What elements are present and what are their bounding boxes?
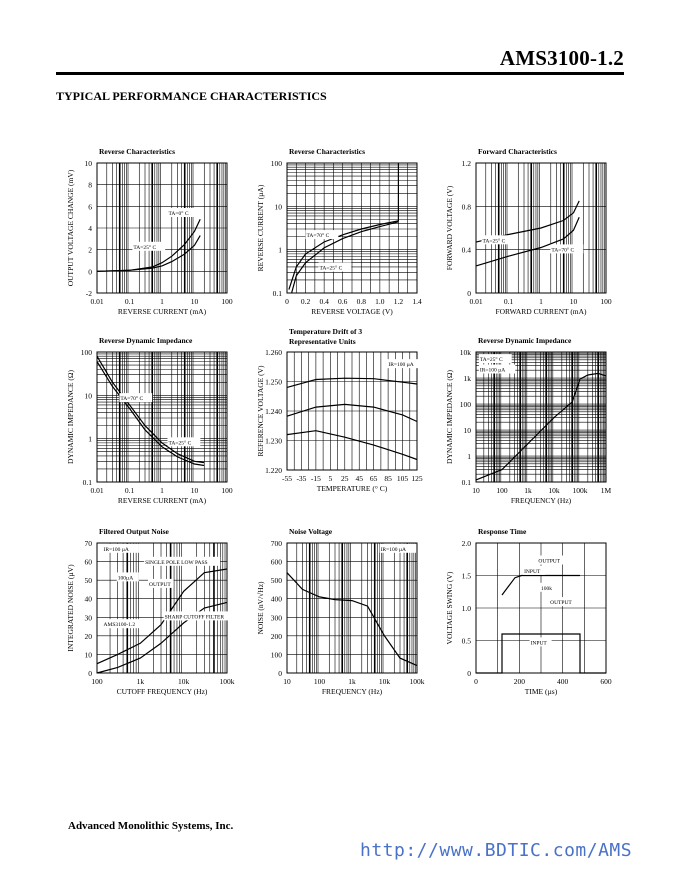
annotation-label: AMS3100-1.2 — [103, 622, 136, 629]
y-tick-label: 100 — [459, 400, 471, 409]
y-tick-label: 70 — [84, 539, 92, 548]
y-tick-label: 0 — [278, 669, 282, 678]
annotation-label: TA=70° C — [306, 233, 330, 240]
x-axis-label: CUTOFF FREQUENCY (Hz) — [116, 687, 208, 696]
y-tick-label: 700 — [270, 539, 282, 548]
y-tick-label: 0 — [88, 267, 92, 277]
x-tick-label: 0.01 — [469, 297, 483, 306]
y-tick-label: 0.1 — [461, 478, 471, 487]
y-tick-label: 1.240 — [265, 407, 282, 416]
y-tick-label: 100 — [80, 348, 92, 357]
x-axis-label: REVERSE CURRENT (mA) — [117, 496, 207, 505]
x-tick-label: 1.2 — [393, 297, 404, 306]
y-tick-label: 0.1 — [82, 478, 92, 487]
chart-title: Response Time — [478, 527, 527, 536]
section-title: TYPICAL PERFORMANCE CHARACTERISTICS — [56, 89, 327, 103]
y-tick-label: 2 — [88, 245, 92, 255]
x-axis-label: TEMPERATURE (° C) — [316, 484, 388, 493]
y-tick-label: 0.8 — [461, 202, 471, 212]
x-tick-label: 45 — [355, 474, 363, 483]
chart-title: Representative Units — [289, 337, 356, 346]
x-tick-label: 100 — [91, 677, 103, 686]
x-tick-label: 10k — [548, 486, 560, 495]
x-tick-label: 10 — [190, 486, 199, 495]
y-tick-label: 50 — [84, 576, 92, 586]
y-tick-label: 500 — [270, 576, 282, 586]
y-tick-label: 10 — [274, 202, 282, 212]
footer-url[interactable]: http://www.BDTIC.com/AMS — [360, 840, 633, 861]
y-axis-label: FORWARD VOLTAGE (V) — [445, 185, 454, 271]
y-axis-label: VOLTAGE SWING (V) — [445, 571, 454, 645]
y-tick-label: -2 — [85, 289, 92, 298]
x-tick-label: 125 — [411, 474, 423, 483]
y-tick-label: 1.230 — [265, 436, 282, 446]
chart-7 — [66, 527, 236, 696]
y-tick-label: 2.0 — [461, 539, 471, 548]
x-tick-label: 0.4 — [319, 297, 329, 306]
x-tick-label: 100 — [313, 677, 326, 686]
x-axis-label: REVERSE CURRENT (mA) — [117, 307, 207, 316]
y-tick-label: 0.1 — [272, 289, 282, 298]
x-tick-label: 85 — [384, 474, 392, 483]
annotation-label: TA=25° C — [168, 440, 192, 447]
x-tick-label: 25 — [341, 474, 349, 483]
y-tick-label: 1.2 — [461, 159, 471, 168]
y-tick-label: 0 — [88, 669, 92, 678]
y-tick-label: 10 — [463, 426, 471, 435]
y-tick-label: 0.4 — [461, 245, 471, 255]
x-tick-label: 100 — [221, 297, 233, 306]
annotation-label: TA=25° C — [133, 244, 157, 251]
x-tick-label: 0.1 — [124, 486, 135, 495]
y-axis-label: REVERSE CURRENT (µA) — [256, 184, 265, 272]
x-tick-label: 1.4 — [412, 297, 422, 306]
x-tick-label: 0 — [285, 297, 289, 306]
chart-5 — [256, 327, 424, 493]
footer-company: Advanced Monolithic Systems, Inc. — [68, 820, 234, 832]
x-tick-label: -15 — [310, 474, 321, 483]
y-tick-label: 0 — [467, 669, 471, 678]
x-tick-label: 0 — [474, 677, 478, 686]
annotation-label: INPUT — [530, 640, 547, 647]
x-tick-label: 10 — [190, 297, 199, 306]
part-number-header: AMS3100-1.2 — [499, 46, 624, 70]
x-tick-label: 1.0 — [375, 297, 385, 306]
y-tick-label: 1k — [463, 374, 471, 383]
annotation-label: INPUT — [524, 568, 541, 575]
x-tick-label: 1 — [160, 486, 164, 495]
x-axis-label: TIME (µs) — [524, 687, 558, 696]
x-tick-label: 0.2 — [300, 297, 311, 306]
x-tick-label: 100k — [409, 677, 425, 686]
series-line — [97, 362, 204, 466]
annotation-label: 100k — [541, 585, 552, 592]
chart-6 — [445, 336, 612, 505]
annotation-label: OUTPUT — [538, 558, 561, 565]
annotation-label: TA=0° C — [168, 211, 189, 217]
x-tick-label: 1 — [160, 297, 164, 306]
chart-title: Reverse Characteristics — [289, 147, 366, 156]
x-tick-label: 100k — [572, 486, 588, 495]
y-tick-label: 400 — [270, 594, 282, 604]
y-tick-label: 200 — [270, 631, 282, 641]
annotation-label: TA=70° C — [120, 396, 144, 403]
y-tick-label: 1 — [278, 245, 282, 255]
y-tick-label: 100 — [270, 650, 282, 660]
x-tick-label: 1M — [600, 486, 612, 495]
chart-title: Reverse Characteristics — [99, 147, 176, 156]
x-tick-label: 0.8 — [356, 297, 366, 306]
annotation-label: IR=100 µA — [388, 362, 414, 369]
y-axis-label: OUTPUT VOLTAGE CHANGE (mV) — [66, 169, 75, 287]
y-tick-label: 1.0 — [461, 604, 471, 613]
annotation-label: TA=25° C — [482, 238, 506, 245]
x-tick-label: 10k — [178, 677, 190, 686]
y-tick-label: 1.220 — [265, 466, 282, 475]
y-axis-label: INTEGRATED NOISE (µV) — [66, 564, 75, 652]
y-tick-label: 20 — [84, 631, 92, 641]
x-tick-label: 1k — [348, 677, 356, 686]
chart-3 — [445, 147, 612, 316]
y-tick-label: 1.260 — [265, 348, 282, 357]
x-tick-label: 5 — [328, 474, 333, 483]
x-tick-label: 100 — [221, 486, 233, 495]
x-tick-label: -35 — [296, 474, 307, 483]
x-tick-label: 10k — [378, 677, 391, 686]
annotation-label: TA=25° C — [479, 357, 503, 364]
chart-title: Temperature Drift of 3 — [289, 327, 363, 336]
x-tick-label: 105 — [396, 474, 409, 483]
x-axis-label: FREQUENCY (Hz) — [510, 496, 572, 505]
y-tick-label: 10 — [84, 650, 92, 660]
chart-4 — [66, 336, 233, 505]
x-tick-label: 0.1 — [124, 297, 135, 306]
annotation-label: OUTPUT — [149, 581, 171, 588]
y-axis-label: REFERENCE VOLTAGE (V) — [256, 365, 265, 457]
annotation-label: IR=100 µA — [479, 367, 506, 374]
y-tick-label: 60 — [84, 557, 92, 567]
x-tick-label: 0.6 — [338, 297, 348, 306]
x-tick-label: 1k — [136, 677, 145, 686]
x-tick-label: 1k — [524, 486, 532, 495]
series-line — [97, 356, 204, 462]
annotation-label: TA=70° C — [551, 247, 575, 254]
y-tick-label: 1 — [88, 434, 92, 444]
annotation-label: OUTPUT — [550, 600, 572, 607]
x-tick-label: 10 — [472, 486, 480, 495]
y-tick-label: 30 — [84, 613, 92, 623]
annotation-label: IR=100 µA — [380, 546, 406, 553]
y-tick-label: 100 — [270, 159, 282, 168]
y-axis-label: NOISE (nV/√Hz) — [256, 581, 265, 635]
y-tick-label: 600 — [270, 557, 282, 567]
chart-1 — [66, 147, 233, 316]
chart-title: Forward Characteristics — [478, 147, 557, 156]
x-tick-label: 10 — [283, 677, 291, 686]
x-tick-label: 600 — [600, 677, 612, 686]
chart-8 — [256, 527, 425, 696]
x-axis-label: REVERSE VOLTAGE (V) — [311, 307, 393, 316]
x-tick-label: 200 — [513, 677, 525, 686]
x-tick-label: 100 — [496, 486, 508, 495]
y-tick-label: 10k — [459, 348, 471, 357]
y-axis-label: DYNAMIC IMPEDANCE (Ω) — [66, 370, 75, 464]
y-tick-label: 1 — [467, 452, 471, 461]
y-tick-label: 0 — [467, 289, 471, 298]
y-tick-label: 4 — [88, 224, 92, 233]
annotation-label: IR=100 µA — [103, 546, 129, 553]
y-tick-label: 40 — [84, 594, 92, 604]
y-tick-label: 1.250 — [265, 377, 282, 387]
chart-9 — [445, 527, 612, 696]
x-tick-label: 1 — [539, 297, 543, 306]
x-tick-label: 0.01 — [90, 297, 104, 306]
y-tick-label: 0.5 — [461, 636, 471, 646]
x-tick-label: 0.01 — [90, 486, 104, 495]
x-axis-label: FREQUENCY (Hz) — [321, 687, 383, 696]
x-axis-label: FORWARD CURRENT (mA) — [495, 307, 587, 316]
chart-title: Noise Voltage — [289, 527, 333, 536]
y-tick-label: 6 — [88, 202, 92, 212]
y-tick-label: 10 — [84, 391, 92, 401]
y-tick-label: 10 — [84, 159, 92, 168]
chart-title: Reverse Dynamic Impedance — [478, 336, 572, 345]
annotation-label: SHARP CUTOFF FILTER — [164, 614, 225, 621]
x-tick-label: 65 — [369, 474, 378, 483]
chart-title: Reverse Dynamic Impedance — [99, 336, 193, 345]
y-axis-label: DYNAMIC IMPEDANCE (Ω) — [445, 370, 454, 464]
annotation-label: TA=25° C — [319, 265, 343, 272]
y-tick-label: 8 — [88, 180, 92, 190]
y-tick-label: 300 — [270, 613, 282, 623]
chart-title: Filtered Output Noise — [99, 527, 169, 536]
x-tick-label: 100k — [219, 677, 235, 686]
x-tick-label: 0.1 — [503, 297, 514, 306]
annotation-label: 100µA — [117, 575, 134, 582]
chart-2 — [256, 147, 422, 316]
annotation-label: SINGLE POLE LOW PASS — [145, 559, 208, 566]
x-tick-label: 400 — [557, 677, 569, 686]
x-tick-label: 10 — [569, 297, 578, 306]
x-tick-label: -55 — [282, 474, 292, 483]
x-tick-label: 100 — [600, 297, 612, 306]
y-tick-label: 1.5 — [461, 571, 471, 581]
